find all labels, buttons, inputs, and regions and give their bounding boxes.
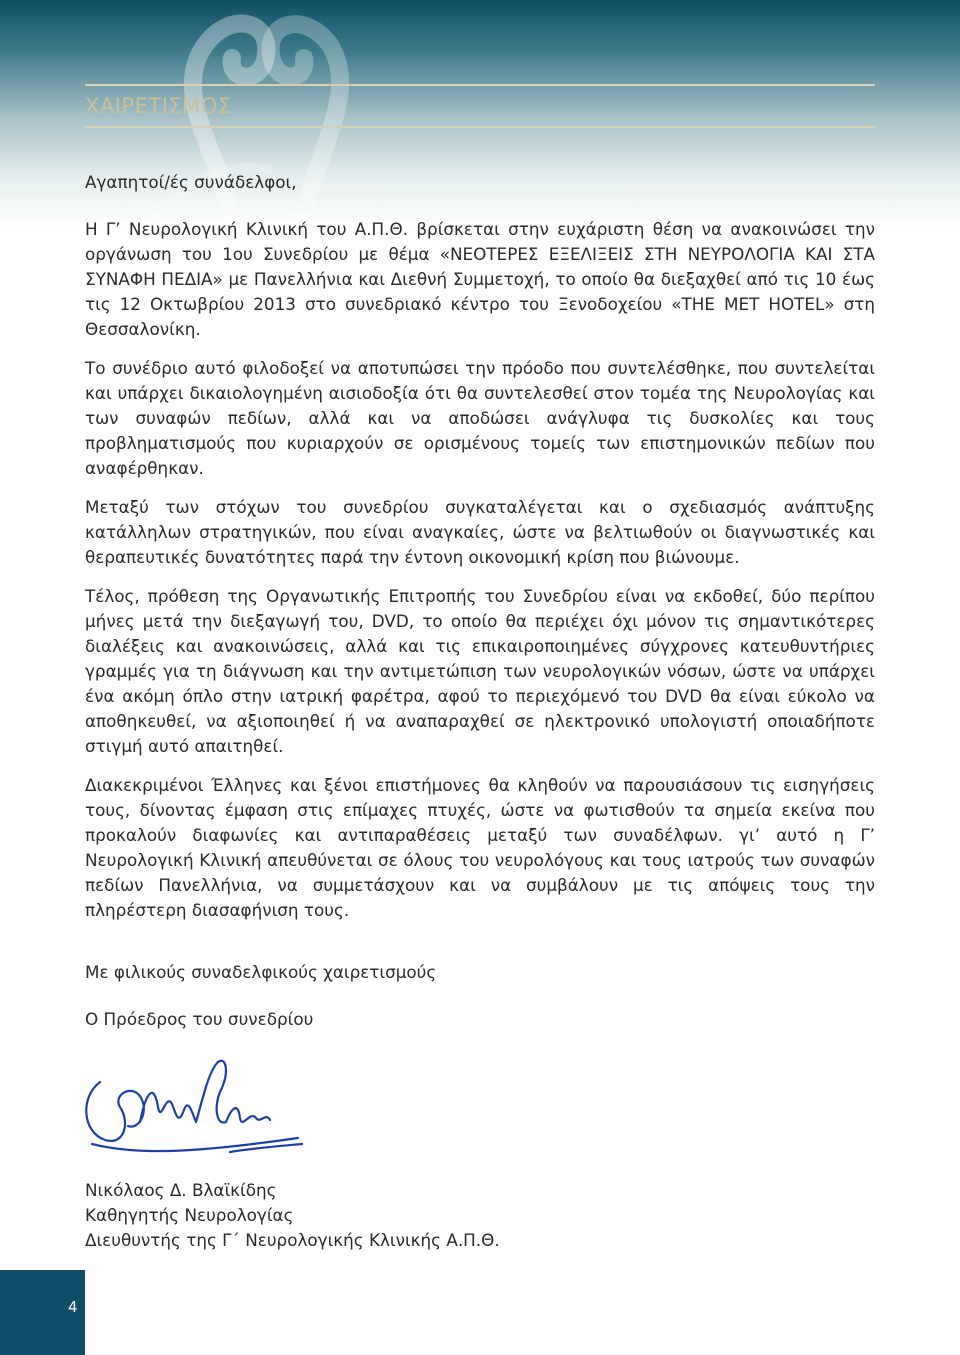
page-title: ΧΑΙΡΕΤΙΣΜΟΣ <box>85 94 232 118</box>
letter-greeting: Αγαπητοί/ές συνάδελφοι, <box>85 172 297 192</box>
signer-block <box>85 1178 500 1253</box>
signer-position: Διευθυντής της Γ΄ Νευρολογικής Κλινικής Α.Π.Θ. <box>85 1230 500 1250</box>
signer-role: Ο Πρόεδρος του συνεδρίου <box>85 1009 314 1029</box>
letter-closing: Με φιλικούς συναδελφικούς χαιρετισμούς <box>85 962 437 982</box>
letter-paragraph: Το συνέδριο αυτό φιλοδοξεί να αποτυπώσει την πρόοδο που συντελέσθηκε, που συντελείται και υπάρχει δικαιολογημένη αισιοδοξία ότι θα συντελεσθεί στον τομέα της Νευρολογίας και των συναφών πεδίων, αλλά και να αποδώσει ανάγλυφα τις δυσκολίες και τους προβληματισμούς που κυριαρχούν σε ορισμένους τομείς των επιστημονικών πεδίων που αναφέρθηκαν. <box>85 358 875 478</box>
signer-title: Καθηγητής Νευρολογίας <box>85 1205 294 1225</box>
letter-paragraph: Τέλος, πρόθεση της Οργανωτικής Επιτροπής του Συνεδρίου είναι να εκδοθεί, δύο περίπου μήνες μετά την διεξαγωγή του, DVD, το οποίο θα περιέχει όχι μόνον τις σημαντικότερες διαλέξεις και ανακοινώσεις, αλλά και τις επικαιροποιημένες σύγχρονες κατευθυντήριες γραμμές για τη διάγνωση και την αντιμετώπιση των νευρολογικών νόσων, ώστε να υπάρχει ένα ακόμη όπλο στην ιατρική φαρέτρα, αφού το περιεχόμενό του DVD θα είναι εύκολο να αποθηκευθεί, να αξιοποιηθεί ή να αναπαραχθεί σε ηλεκτρονικό υπολογιστή οποιαδήποτε στιγμή αυτό απαιτηθεί. <box>85 586 875 756</box>
letter-paragraph: Διακεκριμένοι Έλληνες και ξένοι επιστήμονες θα κληθούν να παρουσιάσουν τις εισηγήσεις τους, δίνοντας έμφαση στις επίμαχες πτυχές, ώστε να φωτισθούν τα σημεία εκείνα που προκαλούν διαφωνίες και αντιπαραθέσεις μεταξύ των συναδέλφων. γι’ αυτό η Γ’ Νευρολογική Κλινική απευθύνεται σε όλους του νευρολόγους και τους ιατρούς των συναφών πεδίων Πανελλήνια, να συμμετάσχουν και να συμβάλουν με τις απόψεις τους την πληρέστερη διασαφήνιση τους. <box>85 775 875 920</box>
page-number: 4 <box>68 1298 78 1316</box>
signer-name: Νικόλαος Δ. Βλαϊκίδης <box>85 1180 277 1200</box>
handwritten-signature <box>80 1052 310 1172</box>
letter-paragraph: Μεταξύ των στόχων του συνεδρίου συγκαταλέγεται και ο σχεδιασμός ανάπτυξης κατάλληλων στρατηγικών, που είναι αναγκαίες, ώστε να βελτιωθούν οι διαγνωστικές και θεραπευτικές δυνατότητες παρά την έντονη οικονομική κρίση που βιώνουμε. <box>85 497 875 567</box>
page-header <box>85 84 875 128</box>
letter-paragraph: Η Γ’ Νευρολογική Κλινική του Α.Π.Θ. βρίσκεται στην ευχάριστη θέση να ανακοινώσει την οργάνωση του 1ου Συνεδρίου με θέμα «ΝΕΟΤΕΡΕΣ ΕΞΕΛΙΞΕΙΣ ΣΤΗ ΝΕΥΡΟΛΟΓΙΑ ΚΑΙ ΣΤΑ ΣΥΝΑΦΗ ΠΕΔΙΑ» με Πανελλήνια και Διεθνή Συμμετοχή, το οποίο θα διεξαχθεί από τις 10 έως τις 12 Οκτωβρίου 2013 στο συνεδριακό κέντρο του Ξενοδοχείου «THE MET HOTEL» στη Θεσσαλονίκη. <box>85 219 875 339</box>
letter-body <box>85 170 875 1032</box>
